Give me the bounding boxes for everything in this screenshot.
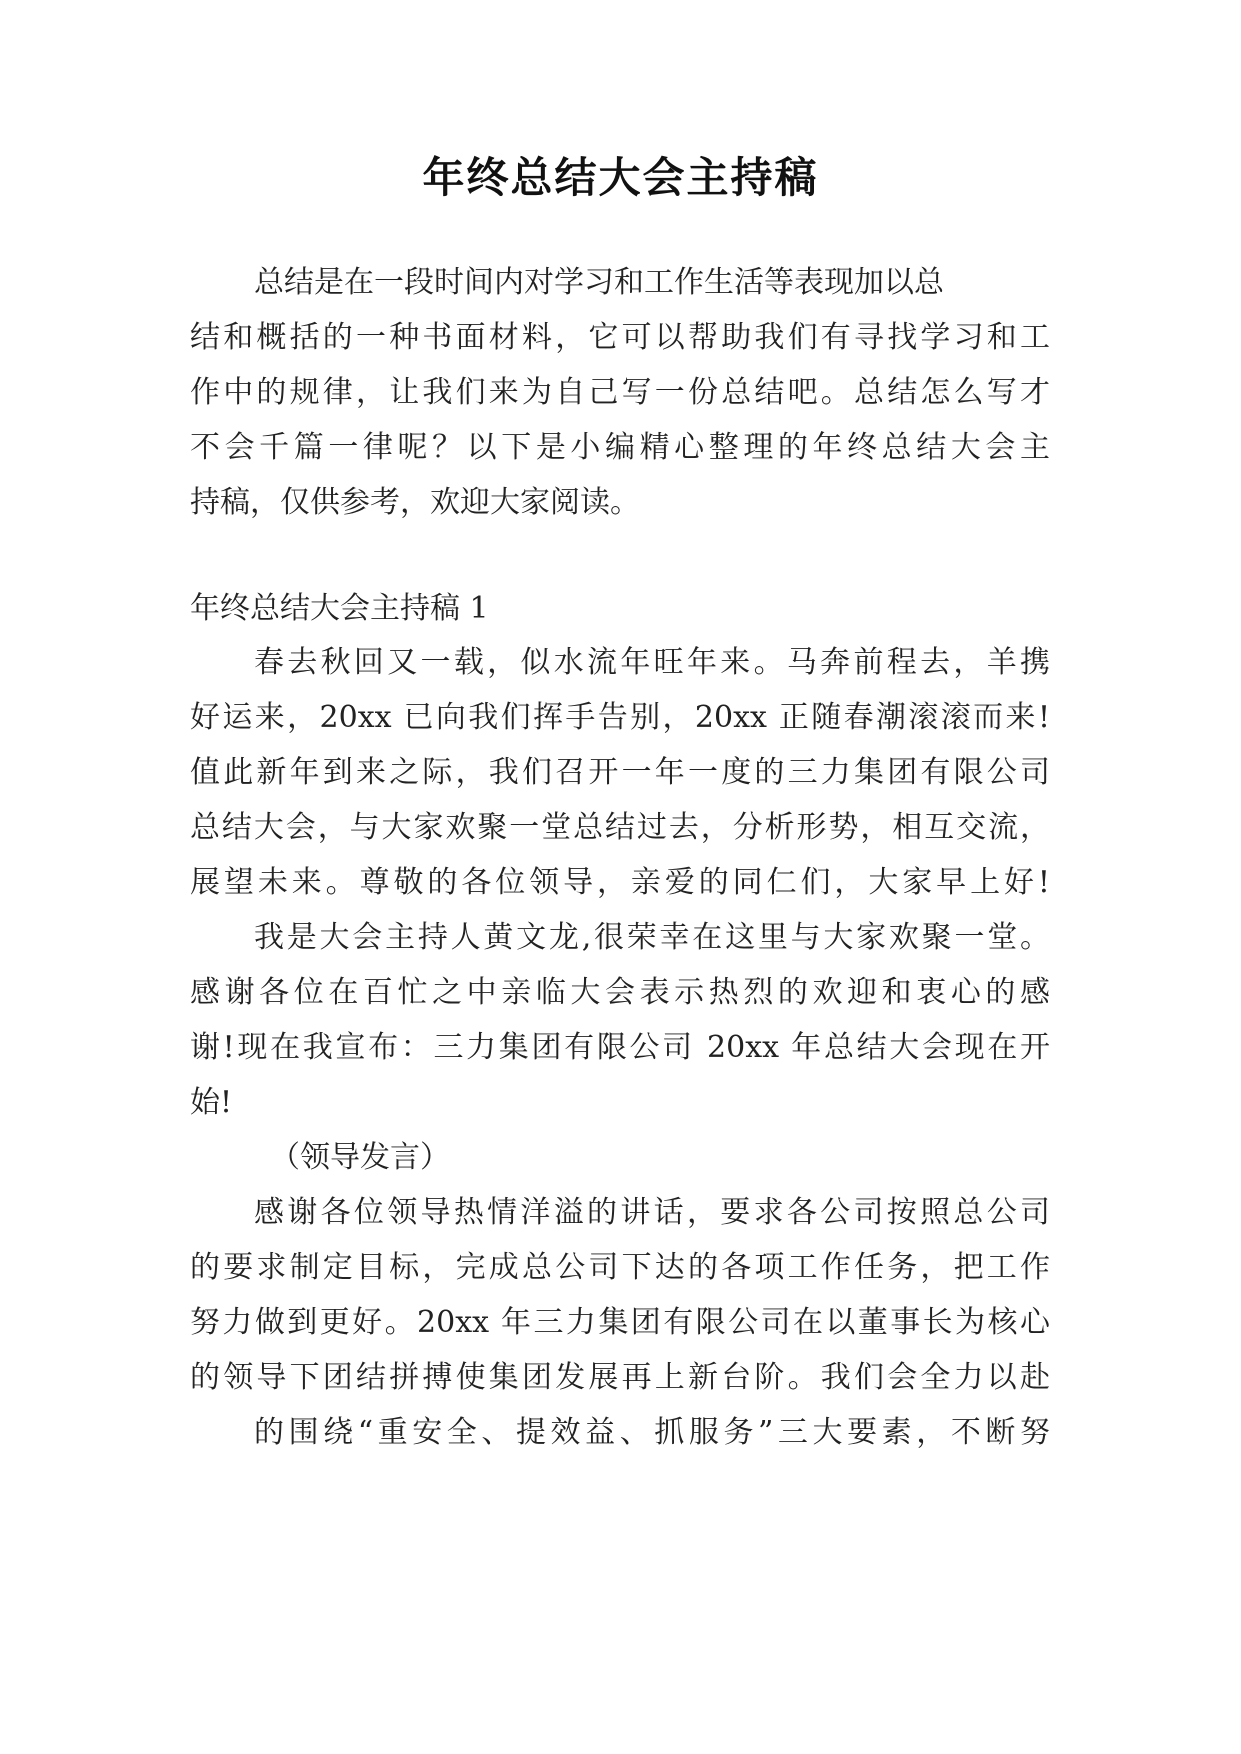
intro-line: 结和概括的一种书面材料，它可以帮助我们有寻找学习和工 bbox=[190, 320, 1050, 355]
body-line: 的领导下团结拼搏使集团发展再上新台阶。我们会全力以赴 bbox=[190, 1360, 1050, 1395]
document-title: 年终总结大会主持稿 bbox=[422, 153, 819, 202]
body-line: 值此新年到来之际，我们召开一年一度的三力集团有限公司 bbox=[190, 755, 1050, 790]
body-line: 感谢各位在百忙之中亲临大会表示热烈的欢迎和衷心的感 bbox=[190, 975, 1050, 1010]
body-line: 总结大会，与大家欢聚一堂总结过去，分析形势，相互交流， bbox=[190, 810, 1050, 845]
intro-line: 总结是在一段时间内对学习和工作生活等表现加以总 bbox=[254, 265, 944, 300]
intro-line: 持稿，仅供参考，欢迎大家阅读。 bbox=[190, 485, 640, 520]
section-heading: 年终总结大会主持稿 1 bbox=[190, 591, 489, 626]
body-line: 始! bbox=[190, 1085, 233, 1120]
body-line: 我是大会主持人黄文龙,很荣幸在这里与大家欢聚一堂。 bbox=[254, 920, 1050, 955]
speech-note: （领导发言） bbox=[270, 1140, 450, 1175]
body-line: 春去秋回又一载，似水流年旺年来。马奔前程去，羊携 bbox=[254, 645, 1050, 680]
intro-line: 不会千篇一律呢？以下是小编精心整理的年终总结大会主 bbox=[190, 430, 1050, 465]
body-line: 展望未来。尊敬的各位领导，亲爱的同仁们，大家早上好! bbox=[190, 865, 1050, 900]
body-line: 的要求制定目标，完成总公司下达的各项工作任务，把工作 bbox=[190, 1250, 1050, 1285]
body-line: 感谢各位领导热情洋溢的讲话，要求各公司按照总公司 bbox=[254, 1195, 1050, 1230]
body-line: 谢!现在我宣布：三力集团有限公司 20xx 年总结大会现在开 bbox=[190, 1030, 1050, 1065]
body-line: 努力做到更好。20xx 年三力集团有限公司在以董事长为核心 bbox=[190, 1305, 1050, 1340]
body-line: 好运来，20xx 已向我们挥手告别，20xx 正随春潮滚滚而来! bbox=[190, 700, 1050, 735]
body-line: 的围绕“重安全、提效益、抓服务”三大要素，不断努 bbox=[254, 1415, 1050, 1450]
intro-line: 作中的规律，让我们来为自己写一份总结吧。总结怎么写才 bbox=[190, 375, 1050, 410]
